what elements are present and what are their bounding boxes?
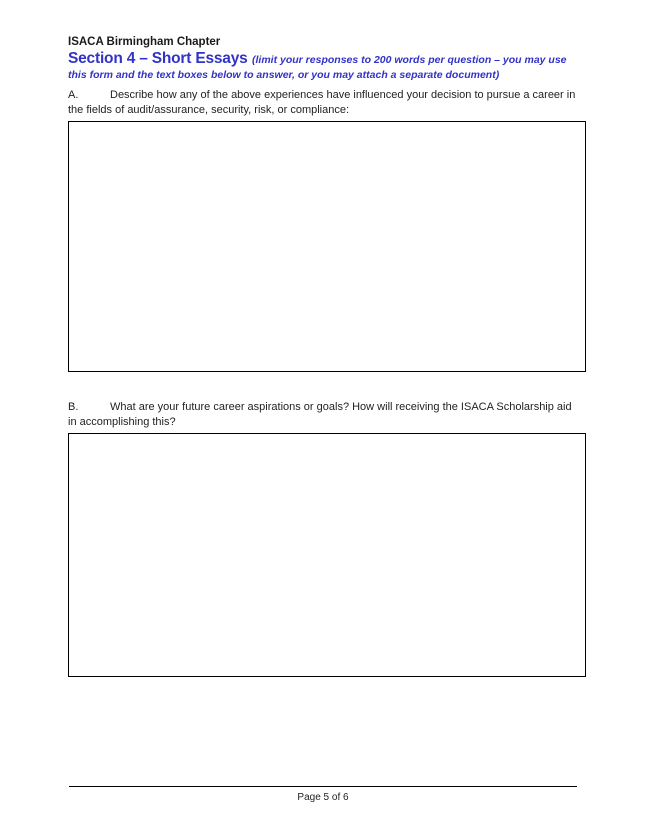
section-heading <box>68 52 578 82</box>
question-b <box>68 400 578 430</box>
chapter-header-title: ISACA Birmingham Chapter <box>68 36 221 48</box>
question-a <box>68 88 578 118</box>
section-spacer <box>68 372 578 394</box>
question-b-text: What are your future career aspirations or goals? How will receiving the ISACA Scholarship aid in accomplishing this? <box>68 401 572 428</box>
page-content <box>68 35 578 677</box>
essay-answer-box-b[interactable] <box>68 433 586 677</box>
question-b-label: B. <box>68 401 79 413</box>
question-a-text: Describe how any of the above experiences have influenced your decision to pursue a career in the fields of audit/assurance, security, risk, or compliance: <box>68 89 576 116</box>
section-title: Section 4 – Short Essays <box>68 50 248 67</box>
page-number: Page 5 of 6 <box>297 792 349 803</box>
question-a-label: A. <box>68 89 79 101</box>
section-note: (limit your responses to 200 words per question – you may use this form and the text boxes below to answer, or you may attach a separate document) <box>68 54 567 81</box>
essay-answer-box-a[interactable] <box>68 121 586 372</box>
page-footer <box>69 786 577 805</box>
